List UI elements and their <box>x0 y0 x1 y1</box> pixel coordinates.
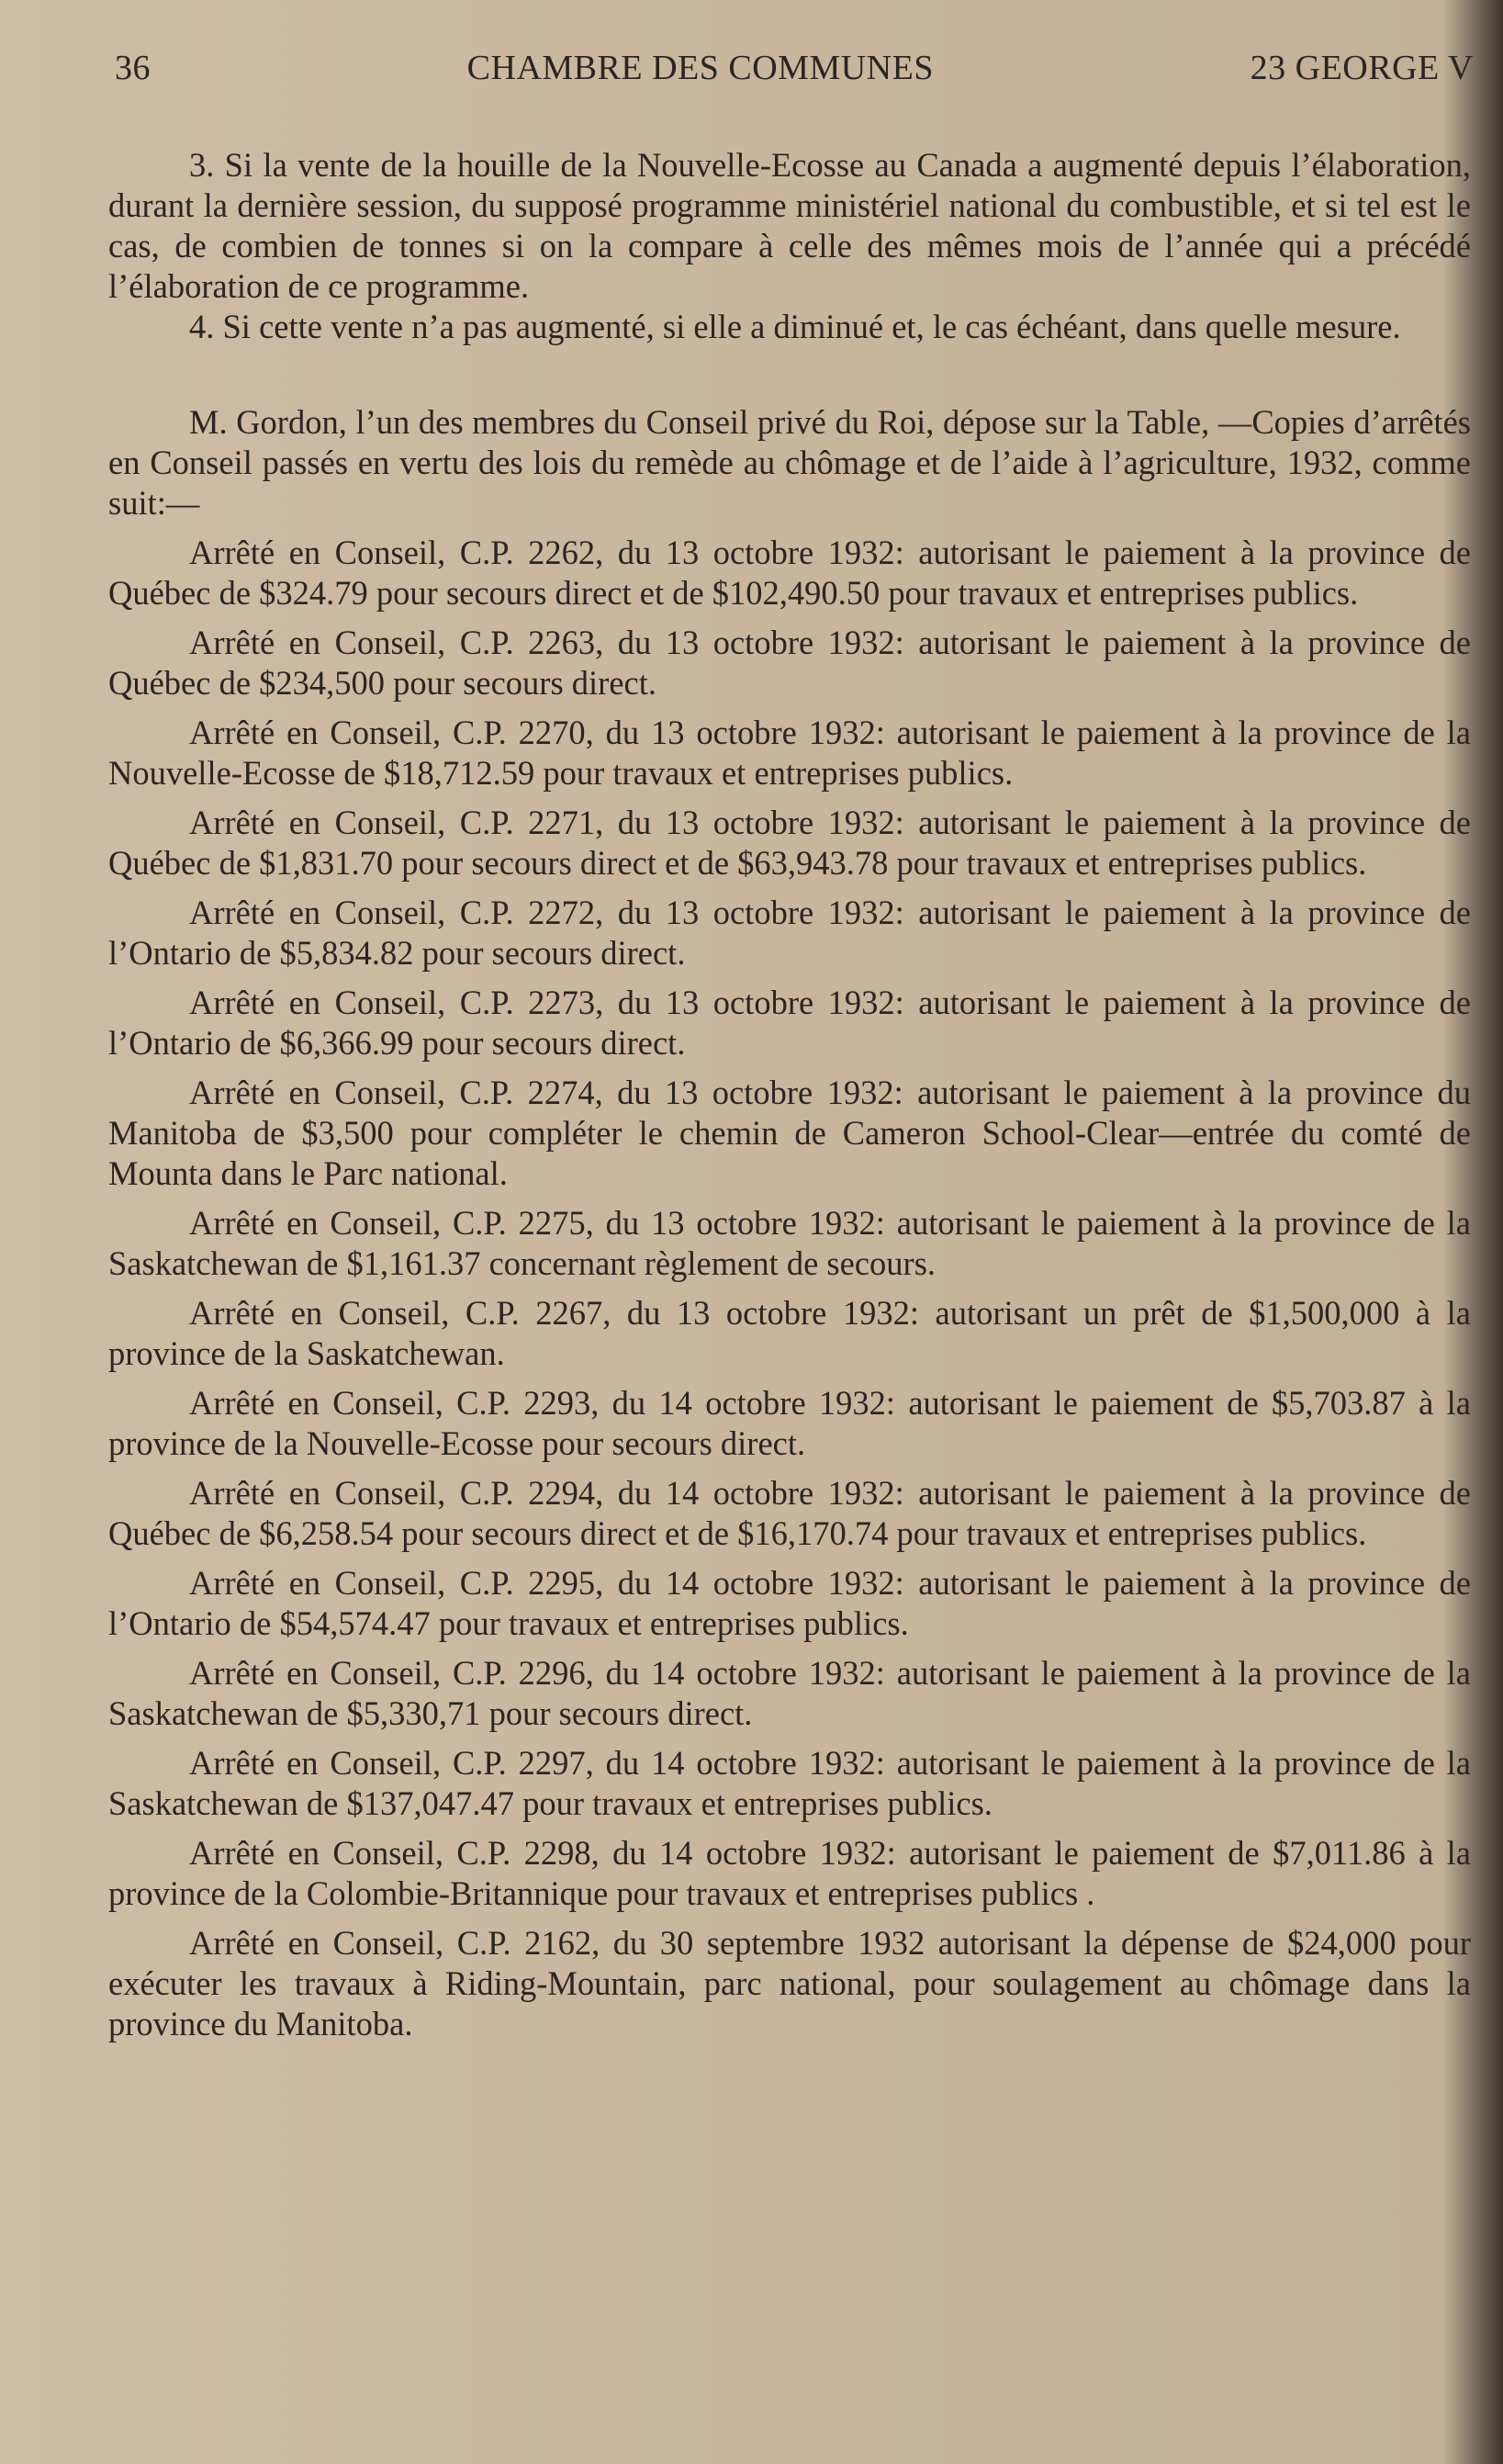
section-gap <box>108 347 1471 402</box>
order-in-council: Arrêté en Conseil, C.P. 2275, du 13 octobre 1932: autorisant le paiement à la province de la Saskatchewan de $1,161.37 concernant règlement de secours. <box>108 1204 1471 1282</box>
question-paragraph: 4. Si cette vente n’a pas augmenté, si elle a diminué et, le cas échéant, dans quelle mesure. <box>189 308 1401 345</box>
order-in-council: Arrêté en Conseil, C.P. 2271, du 13 octobre 1932: autorisant le paiement à la province de Québec de $1,831.70 pour secours direct et de $63,943.78 pour travaux et entreprises publics. <box>108 804 1471 882</box>
order-in-council: Arrêté en Conseil, C.P. 2274, du 13 octobre 1932: autorisant le paiement à la province du Manitoba de $3,500 pour compléter le chemin de Cameron School-Clear—entrée du comté de Mounta dans le Parc national. <box>108 1074 1471 1192</box>
page-title: CHAMBRE DES COMMUNES <box>466 49 934 87</box>
order-in-council: Arrêté en Conseil, C.P. 2262, du 13 octobre 1932: autorisant le paiement à la province de Québec de $324.79 pour secours direct et de $102,490.50 pour travaux et entreprises publics. <box>108 534 1471 612</box>
order-in-council: Arrêté en Conseil, C.P. 2293, du 14 octobre 1932: autorisant le paiement de $5,703.87 à la province de la Nouvelle-Ecosse pour secours direct. <box>108 1384 1471 1462</box>
tabling-statement: M. Gordon, l’un des membres du Conseil privé du Roi, dépose sur la Table, —Copies d’arrêtés en Conseil passés en vertu des lois du remède au chômage et de l’aide à l’agriculture, 1932, comme suit:— <box>108 403 1471 522</box>
order-in-council: Arrêté en Conseil, C.P. 2295, du 14 octobre 1932: autorisant le paiement à la province de l’Ontario de $54,574.47 pour travaux et entreprises publics. <box>108 1564 1471 1642</box>
order-in-council: Arrêté en Conseil, C.P. 2263, du 13 octobre 1932: autorisant le paiement à la province de Québec de $234,500 pour secours direct. <box>108 624 1471 702</box>
order-in-council: Arrêté en Conseil, C.P. 2273, du 13 octobre 1932: autorisant le paiement à la province de l’Ontario de $6,366.99 pour secours direct. <box>108 984 1471 1062</box>
page-body <box>108 145 1471 2044</box>
order-in-council: Arrêté en Conseil, C.P. 2297, du 14 octobre 1932: autorisant le paiement à la province de la Saskatchewan de $137,047.47 pour travaux et entreprises publics. <box>108 1744 1471 1822</box>
question-paragraph: 3. Si la vente de la houille de la Nouvelle-Ecosse au Canada a augmenté depuis l’élaboration, durant la dernière session, du supposé programme ministériel national du combustible, et si tel est le cas, de combien de tonnes si on la compare à celle des mêmes mois de l’année qui a précédé l’élaboration de ce programme. <box>108 146 1471 305</box>
regnal-year: 23 GEORGE V <box>1250 49 1474 87</box>
order-in-council: Arrêté en Conseil, C.P. 2298, du 14 octobre 1932: autorisant le paiement de $7,011.86 à la province de la Colombie-Britannique pour travaux et entreprises publics . <box>108 1834 1471 1912</box>
order-in-council: Arrêté en Conseil, C.P. 2270, du 13 octobre 1932: autorisant le paiement à la province de la Nouvelle-Ecosse de $18,712.59 pour travaux et entreprises publics. <box>108 714 1471 792</box>
page-header <box>115 48 1474 88</box>
order-in-council: Arrêté en Conseil, C.P. 2294, du 14 octobre 1932: autorisant le paiement à la province de Québec de $6,258.54 pour secours direct et de $16,170.74 pour travaux et entreprises publics. <box>108 1474 1471 1552</box>
order-in-council: Arrêté en Conseil, C.P. 2272, du 13 octobre 1932: autorisant le paiement à la province de l’Ontario de $5,834.82 pour secours direct. <box>108 894 1471 972</box>
order-in-council: Arrêté en Conseil, C.P. 2296, du 14 octobre 1932: autorisant le paiement à la province de la Saskatchewan de $5,330,71 pour secours direct. <box>108 1654 1471 1732</box>
page-number: 36 <box>115 49 151 87</box>
order-in-council: Arrêté en Conseil, C.P. 2267, du 13 octobre 1932: autorisant un prêt de $1,500,000 à la province de la Saskatchewan. <box>108 1294 1471 1372</box>
order-in-council: Arrêté en Conseil, C.P. 2162, du 30 septembre 1932 autorisant la dépense de $24,000 pour exécuter les travaux à Riding-Mountain, parc national, pour soulagement au chômage dans la province du Manitoba. <box>108 1924 1471 2042</box>
